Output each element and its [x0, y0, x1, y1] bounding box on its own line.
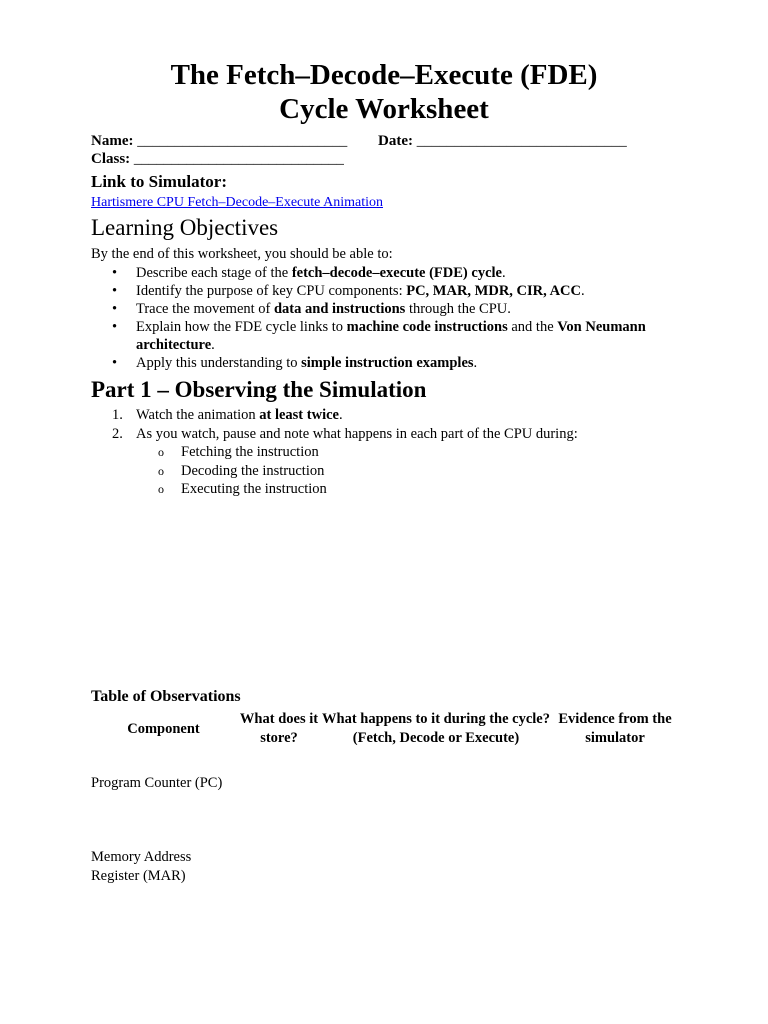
objectives-list: [91, 264, 691, 372]
page-title: [0, 58, 768, 126]
list-item: • Apply this understanding to simple instruction examples.: [112, 355, 478, 371]
list-item: o Fetching the instruction: [158, 444, 319, 460]
list-item: • Describe each stage of the fetch–decode–execute (FDE) cycle.: [112, 265, 506, 281]
list-item: o Decoding the instruction: [158, 462, 325, 479]
title-line-2: Cycle Worksheet: [279, 93, 489, 125]
table-header-component: Component: [127, 721, 200, 737]
table-row: [91, 848, 211, 886]
list-item: o Executing the instruction: [158, 481, 327, 497]
sub-list: [136, 443, 691, 499]
table-header-store: What does it store?: [239, 711, 319, 746]
title-line-1: The Fetch–Decode–Execute (FDE): [170, 59, 598, 91]
simulator-label: Link to Simulator:: [91, 172, 228, 191]
class-label: Class:: [91, 151, 131, 167]
row-component-mar: Memory Address Register (MAR): [91, 849, 192, 884]
date-blank: ____________________________: [416, 133, 627, 149]
table-header-cycle: What happens to it during the cycle? (Fetch, Decode or Execute): [322, 711, 550, 746]
part1-heading: Part 1 – Observing the Simulation: [91, 377, 427, 402]
list-item: • Identify the purpose of key CPU components: PC, MAR, MDR, CIR, ACC.: [112, 283, 585, 299]
name-blank: ____________________________: [137, 133, 348, 149]
list-item: • Explain how the FDE cycle links to machine code instructions and the Von Neumann architecture.: [112, 319, 646, 353]
objectives-intro: By the end of this worksheet, you should be able to:: [91, 246, 393, 262]
date-label: Date:: [378, 133, 413, 149]
list-item: 2. As you watch, pause and note what happens in each part of the CPU during: o Fetching the instruction o Decoding the instruction o Executing the instruction: [91, 425, 691, 499]
table-title: Table of Observations: [91, 688, 241, 705]
class-field: [91, 150, 344, 168]
date-field: [378, 132, 627, 150]
objectives-heading-text: Learning Objectives: [91, 215, 279, 240]
list-item: • Trace the movement of data and instructions through the CPU.: [112, 301, 511, 317]
table-header-evidence: Evidence from the simulator: [558, 711, 672, 746]
simulator-link[interactable]: Hartismere CPU Fetch–Decode–Execute Animation: [91, 195, 383, 210]
name-field: [91, 132, 347, 150]
row-component-pc: Program Counter (PC): [91, 775, 223, 791]
objectives-heading: [91, 215, 278, 241]
table-row: [91, 774, 241, 793]
list-item: 1. Watch the animation at least twice.: [112, 407, 343, 423]
name-label: Name:: [91, 133, 134, 149]
class-blank: ____________________________: [133, 151, 344, 167]
part1-steps: [91, 406, 691, 499]
